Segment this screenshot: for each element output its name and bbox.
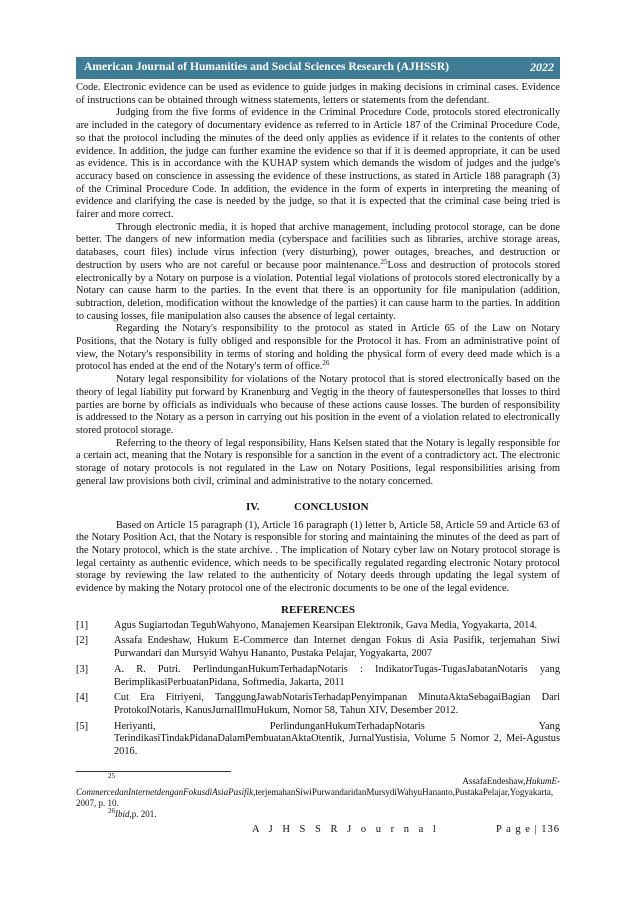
reference-number: [3]	[76, 663, 89, 675]
footnote-26: $^{26}$Ibid,p. 201.	[108, 807, 157, 819]
journal-year: 2022	[530, 60, 554, 74]
reference-number: [4]	[76, 692, 89, 704]
reference-item	[76, 721, 560, 759]
reference-item	[76, 692, 560, 717]
reference-number: [2]	[76, 635, 89, 647]
section-title: CONCLUSION	[294, 500, 369, 513]
reference-text: Agus Sugiartodan TeguhWahyono, Manajemen Kearsipan Elektronik, Gava Media, Yogyakarta, 2014.	[114, 619, 538, 631]
reference-item	[76, 635, 560, 660]
journal-title: American Journal of Humanities and Social Sciences Research (AJHSSR)	[84, 60, 449, 73]
footer-journal: A J H S S R J o u r n a l	[252, 824, 440, 835]
reference-number: [1]	[76, 619, 89, 631]
footnote-mark: 26	[108, 807, 115, 815]
page-body	[76, 82, 560, 762]
footnote-separator	[76, 771, 231, 772]
section-number: IV.	[246, 500, 260, 513]
reference-text: A. R. Putri. PerlindunganHukumTerhadapNotaris : IndikatorTugas-TugasJabatanNotaris yang BerimplikasiPerbuatanPidana, Softmedia, Jakarta, 2011	[114, 663, 560, 688]
reference-text: Assafa Endeshaw, Hukum E-Commerce dan Internet dengan Fokus di Asia Pasifik, terjemahan Siwi Purwandari dan Mursyid Wahyu Hananto, Pustaka Pelajar, Yogyakarta, 2007	[114, 635, 560, 660]
reference-item	[76, 620, 560, 633]
body-paragraph: Code. Electronic evidence can be used as evidence to guide judges in making decisions in criminal cases. Evidence of instructions can be obtained through witness statements, letters or statements from the defendant.	[76, 82, 560, 106]
section-heading-conclusion	[76, 501, 560, 514]
body-paragraph: Through electronic media, it is hoped that archive management, including protocol storage, can be done better. The dangers of new information media (cyberspace and facilities such as libraries, archive storage areas, databases, court files) include virus infection (very disturbing), power outages, breaches, and destruction or destruction by users who are not careful or because poor maintenance.$^{25}$Loss and destruction of protocols stored electronically by a Notary on purpose is a violation. Potential legal violations of protocols stored electronically by a Notary can cause harm to the parties. In the event that there is an opportunity for file manipulation (addition, subtraction, deletion, modification without the knowledge of the parties) it can cause harm to the parties. In addition to causing losses, file manipulation also causes the absence of legal certainty.	[76, 221, 561, 322]
reference-text: Heriyanti, PerlindunganHukumTerhadapNotaris Yang TerindikasiTindakPidanaDalamPembuatanAktaOtentik, JurnalYustisia, Volume 5 Nomor 2, Mei-Agustus 2016.	[114, 720, 560, 758]
footnote-marker-26[interactable]: 26	[322, 359, 330, 368]
references-heading: REFERENCES	[281, 603, 355, 616]
conclusion-paragraph: Based on Article 15 paragraph (1), Article 16 paragraph (1) letter b, Article 58, Article 59 and Article 63 of the Notary Position Act, that the Notary is responsible for storing and maintaining the minutes of the deed as part of the Notary protocol, which is the state archive. . The implication of Notary cyber law on Notary protocol storage is legal certainty as authentic evidence, which needs to be specifically regulated regarding electronic Notary protocol storage by reviewing the law related to the authenticity of Notary deeds through updating the legal system of evidence by making the Notary protocol one of the electronic documents to be one of the legal evidence.	[76, 519, 560, 595]
footnote-25: 25 AssafaEndeshaw,HukumE- CommercedanInternetdenganFokusdiAsiaPasifik,terjemahanSiwiPurwandaridanMursydiWahyuHananto,PustakaPelajar,Yogyakarta, 2007, p. 10.	[76, 772, 560, 808]
journal-header-bar	[76, 57, 560, 79]
page-number: P a g e | 136	[496, 824, 560, 835]
reference-number: [5]	[76, 720, 89, 732]
body-paragraph: Judging from the five forms of evidence in the Criminal Procedure Code, protocols stored electronically are included in the category of documentary evidence as referred to in Article 187 of the Criminal Procedure Code, so that the protocol including the minutes of the deed only applies as evidence if it relates to the contents of other evidence. In addition, the judge can further examine the evidence so that if it is deemed appropriate, it can be used as evidence. This is in accordance with the KUHAP system which demands the wisdom of judges and the judge's accuracy based on conscience in assessing the evidence of these instructions, as stated in Article 188 paragraph (3) of the Criminal Procedure Code. In addition, the evidence in the form of experts in interpreting the meaning of evidence and clarifying the case is needed by the judge, so that it is expected that the criminal case being tried is fairer and more correct.	[76, 107, 560, 221]
footnote-marker-25[interactable]: 25	[380, 257, 388, 266]
body-paragraph: Notary legal responsibility for violations of the Notary protocol that is stored electronically based on the theory of legal liability put forward by Kranenburg and Vegtig in the theory of fautespersonelles that losses to third parties are borne by officials as individuals who because of these actions cause losses. The burden of responsibility is addressed to the Notary as a person in carrying out his position in the event of a violation related to electronically stored protocol storage.	[76, 374, 560, 436]
body-paragraph: Regarding the Notary's responsibility to the protocol as stated in Article 65 of the Law on Notary Positions, that the Notary is fully obliged and responsible for the Protocol it has. From an administrative point of view, the Notary's responsibility in terms of storing and holding the physical form of every deed made which is a protocol has ended at the end of the Notary's term of office.$^{26}$	[76, 323, 560, 373]
reference-text: Cut Era Fitriyeni, TanggungJawabNotarisTerhadapPenyimpanan MinutaAktaSebagaiBagian Dari ProtokolNotaris, KanusJurnalIlmuHukum, Nomor 58, Tahun XIV, Desember 2012.	[114, 692, 560, 716]
reference-item	[76, 664, 560, 689]
body-paragraph: Referring to the theory of legal responsibility, Hans Kelsen stated that the Notary is legally responsible for a certain act, meaning that the Notary is responsible for a sanction in the event of a contradictory act. The electronic storage of notary protocols is not regulated in the Law on Notary Positions, legal responsibilities arising from general law provisions both civil, criminal and administrative to the notary concerned.	[76, 437, 560, 487]
